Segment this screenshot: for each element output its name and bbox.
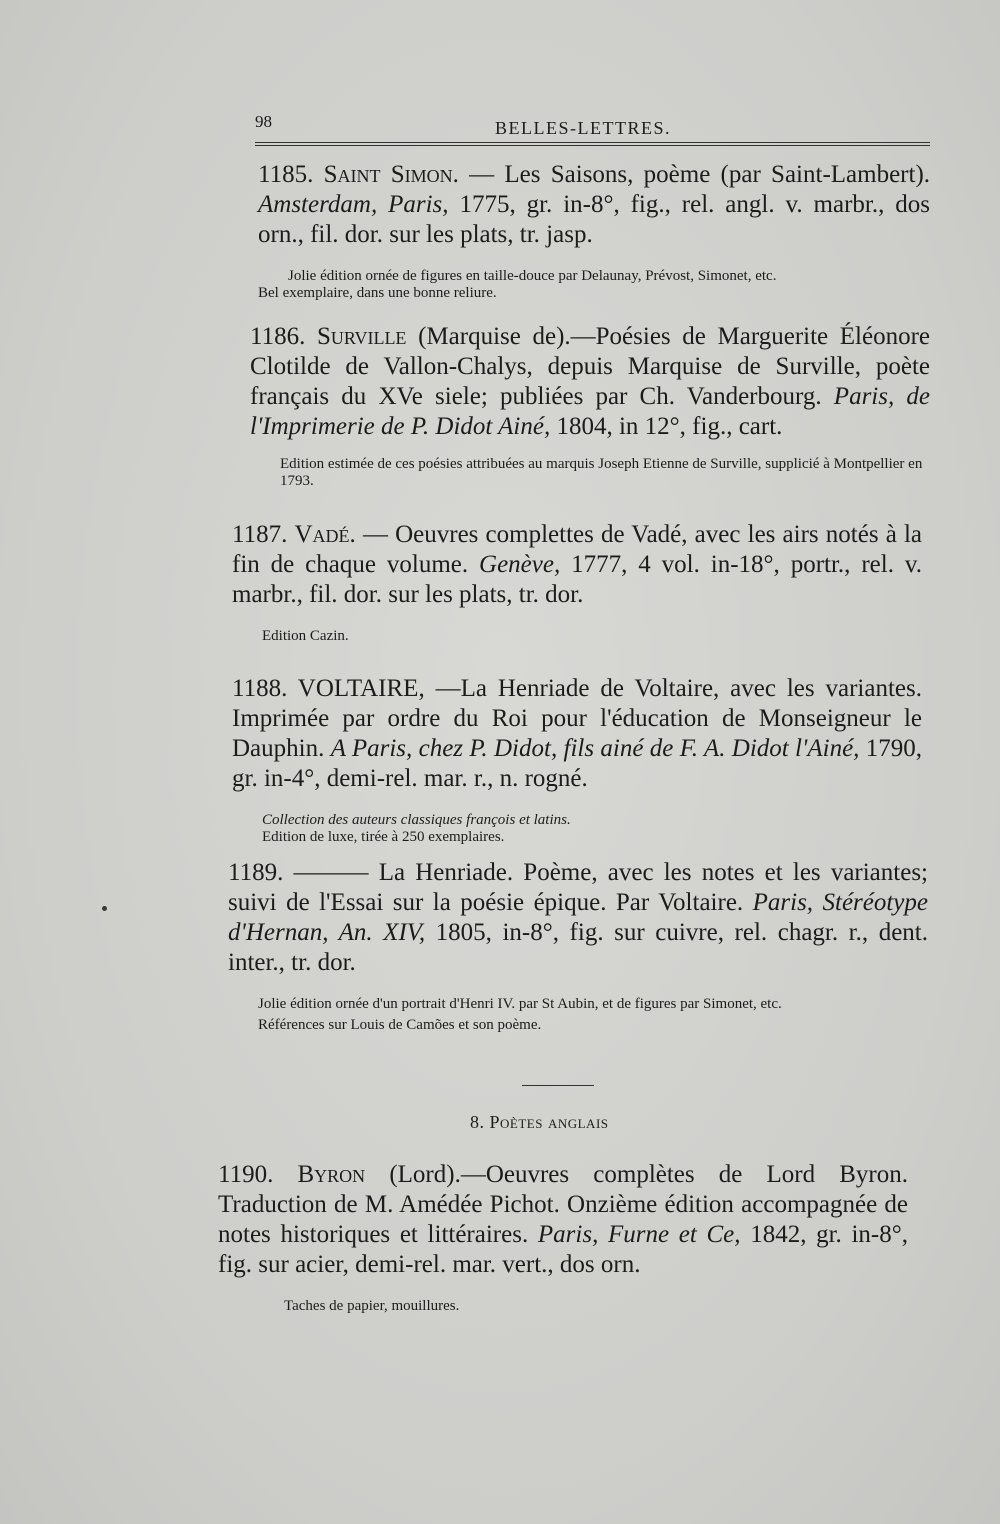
entry-author: Byron [297, 1161, 366, 1188]
entry-imprint: Paris, Stéréotype d'Hernan, An. XIV, [228, 889, 929, 946]
entry-title: — Les Saisons, poème (par Saint-Lambert). [469, 161, 931, 188]
entry-author: Saint Simon. [323, 161, 459, 188]
section-title: Poètes anglais [489, 1112, 609, 1132]
entry-title: (Lord).—Oeuvres complètes de Lord Byron. Traduction de M. Amédée Pichot. Onzième édition accompagnée de notes historiques et littéraires. [218, 1161, 909, 1248]
entry-details: 1790, gr. in-4°, demi-rel. mar. r., n. rogné. [232, 735, 923, 792]
entry-note: Edition de luxe, tirée à 250 exemplaires. [262, 829, 505, 845]
section-heading [470, 1112, 609, 1133]
running-head: BELLES-LETTRES. [495, 118, 671, 138]
entry-1190 [218, 1160, 908, 1315]
entry-details: 1804, in 12°, fig., cart. [556, 413, 783, 440]
entry-note: Edition Cazin. [262, 628, 349, 644]
entry-details: 1805, in-8°, fig. sur cuivre, rel. chagr. r., dent. inter., tr. dor. [228, 919, 928, 976]
entry-note: Edition estimée de ces poésies attribuées au marquis Joseph Etienne de Surville, supplicié à Montpellier en 1793. [280, 456, 923, 489]
entry-imprint: Paris, de l'Imprimerie de P. Didot Ainé, [250, 383, 930, 440]
entry-1187 [232, 520, 922, 645]
page-number: 98 [255, 112, 272, 131]
entry-number: 1186. [250, 323, 306, 350]
page-header [255, 112, 930, 152]
entry-1186 [250, 322, 930, 490]
entry-note-italic: Collection des auteurs classiques françois et latins. [262, 812, 571, 828]
entry-1185 [258, 160, 930, 302]
entry-title: —La Henriade de Voltaire, avec les variantes. Imprimée par ordre du Roi pour l'éducation de Monseigneur le Dauphin. [232, 675, 922, 762]
section-number: 8. [470, 1112, 485, 1132]
section-divider [522, 1085, 594, 1086]
entry-author: ——— [293, 859, 369, 886]
entry-imprint: Amsterdam, Paris, [258, 191, 449, 218]
entry-number: 1185. [258, 161, 314, 188]
entry-number: 1188. [232, 675, 288, 702]
entry-note: Jolie édition ornée de figures en taille-douce par Delaunay, Prévost, Simonet, etc. [288, 268, 777, 284]
entry-note: Taches de papier, mouillures. [284, 1298, 460, 1314]
entry-imprint: Paris, Furne et Ce, [537, 1221, 741, 1248]
entry-number: 1189. [228, 859, 284, 886]
entry-title: — Oeuvres complettes de Vadé, avec les airs notés à la fin de chaque volume. [232, 521, 923, 578]
entry-author: VOLTAIRE, [297, 675, 425, 702]
entry-note: Références sur Louis de Camões et son poème. [258, 1017, 542, 1033]
entry-details: 1842, gr. in-8°, fig. sur acier, demi-rel. mar. vert., dos orn. [218, 1221, 909, 1278]
entry-author: Vadé. [294, 521, 356, 548]
entry-note: Jolie édition ornée d'un portrait d'Henri IV. par St Aubin, et de figures par Simonet, etc. [258, 996, 782, 1012]
entry-note: Bel exemplaire, dans une bonne reliure. [258, 285, 497, 301]
entry-details: 1775, gr. in-8°, fig., rel. angl. v. marbr., dos orn., fil. dor. sur les plats, tr. jasp. [258, 191, 930, 248]
entry-1188 [232, 674, 922, 846]
entry-imprint: A Paris, chez P. Didot, fils ainé de F. A. Didot l'Ainé, [330, 735, 860, 762]
entry-number: 1190. [218, 1161, 274, 1188]
header-rule [255, 142, 930, 146]
entry-1189 [228, 858, 928, 1034]
entry-title: La Henriade. Poème, avec les notes et les variantes; suivi de l'Essai sur la poésie épique. Par Voltaire. [228, 859, 928, 916]
entry-details: 1777, 4 vol. in-18°, portr., rel. v. marbr., fil. dor. sur les plats, tr. dor. [232, 551, 922, 608]
entry-number: 1187. [232, 521, 288, 548]
entry-imprint: Genève, [479, 551, 561, 578]
paper-speck [102, 906, 107, 911]
entry-author: Surville [316, 323, 407, 350]
entry-title: (Marquise de).—Poésies de Marguerite Éléonore Clotilde de Vallon-Chalys, depuis Marquise de Surville, poète français du XVe siele; publiées par Ch. Vanderbourg. [250, 323, 931, 410]
